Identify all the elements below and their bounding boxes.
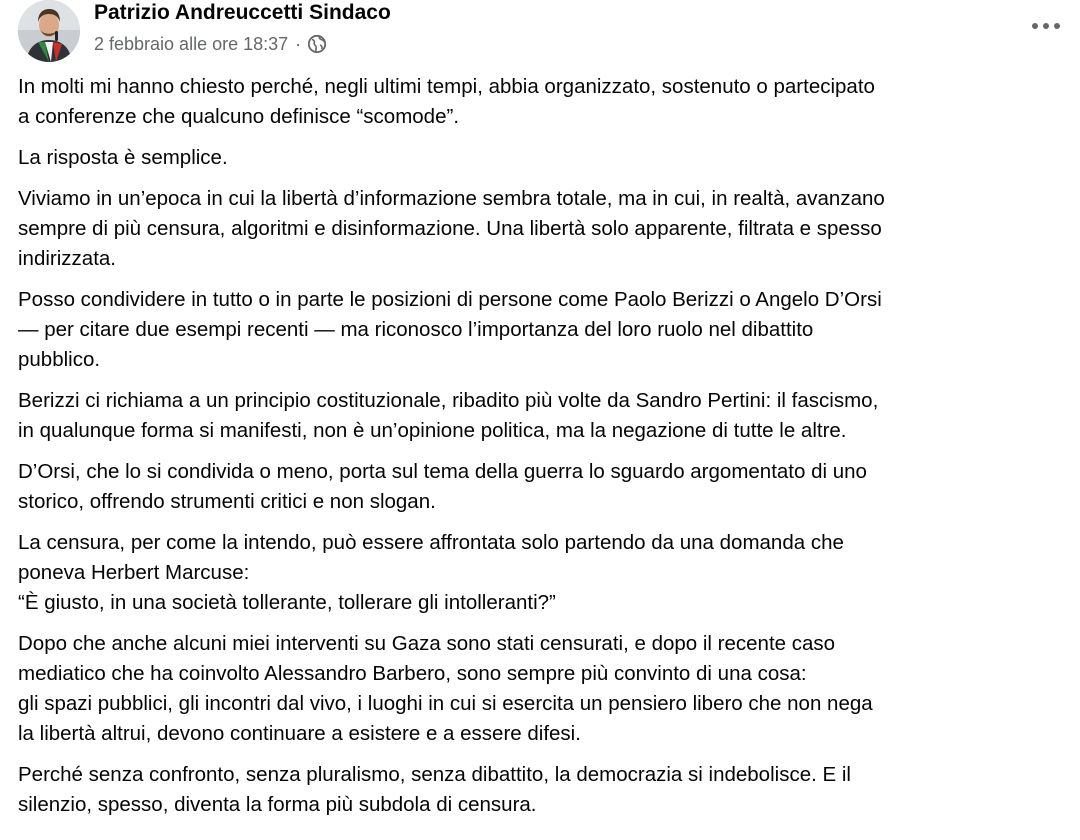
paragraph [18,629,1068,749]
text-line: Dopo che anche alcuni miei interventi su Gaza sono stati censurati, e dopo il recente caso [18,632,836,655]
globe-icon[interactable] [307,34,327,54]
post-meta [94,32,327,56]
text-line: la libertà altrui, devono continuare a esistere e a essere difesi. [18,722,581,745]
text-line: La risposta è semplice. [18,146,228,169]
author-name[interactable]: Patrizio Andreuccetti Sindaco [94,1,391,24]
meta-separator: · [295,33,302,54]
avatar[interactable] [18,0,80,62]
paragraph [18,184,1068,274]
text-line: In molti mi hanno chiesto perché, negli ultimi tempi, abbia organizzato, sostenuto o partecipato [18,75,875,98]
text-line: sempre di più censura, algoritmi e disinformazione. Una libertà solo apparente, filtrata e spesso [18,217,882,240]
paragraph [18,143,1068,173]
more-options-button[interactable] [1024,8,1068,44]
paragraph [18,760,1068,820]
text-line: Berizzi ci richiama a un principio costituzionale, ribadito più volte da Sandro Pertini: il fascismo, [18,389,879,412]
text-line: pubblico. [18,348,101,371]
paragraph [18,72,1068,132]
text-line: silenzio, spesso, diventa la forma più subdola di censura. [18,793,537,816]
text-line: in qualunque forma si manifesti, non è un’opinione politica, ma la negazione di tutte le altre. [18,419,847,442]
text-line: “È giusto, in una società tollerante, tollerare gli intolleranti?” [18,591,556,614]
text-line: storico, offrendo strumenti critici e non slogan. [18,490,436,513]
text-line: D’Orsi, che lo si condivida o meno, porta sul tema della guerra lo sguardo argomentato di uno [18,460,867,483]
post-body [18,72,1068,831]
text-line: poneva Herbert Marcuse: [18,561,250,584]
text-line: gli spazi pubblici, gli incontri dal vivo, i luoghi in cui si esercita un pensiero libero che non nega [18,692,873,715]
post-timestamp[interactable]: 2 febbraio alle ore 18:37 [94,33,289,54]
paragraph [18,528,1068,618]
post-header [18,0,1068,64]
text-line: La censura, per come la intendo, può essere affrontata solo partendo da una domanda che [18,531,844,554]
text-line: mediatico che ha coinvolto Alessandro Barbero, sono sempre più convinto di una cosa: [18,662,807,685]
more-options-icon [1030,22,1062,30]
text-line: Perché senza confronto, senza pluralismo, senza dibattito, la democrazia si indebolisce. E il [18,763,851,786]
text-line: a conferenze che qualcuno definisce “scomode”. [18,105,460,128]
avatar-photo [18,0,80,62]
text-line: Posso condividere in tutto o in parte le posizioni di persone come Paolo Berizzi o Angelo D’Orsi [18,288,882,311]
text-line: — per citare due esempi recenti — ma riconosco l’importanza del loro ruolo nel dibattito [18,318,814,341]
paragraph [18,285,1068,375]
text-line: Viviamo in un’epoca in cui la libertà d’informazione sembra totale, ma in cui, in realtà, avanzano [18,187,885,210]
paragraph [18,457,1068,517]
paragraph [18,386,1068,446]
text-line: indirizzata. [18,247,116,270]
